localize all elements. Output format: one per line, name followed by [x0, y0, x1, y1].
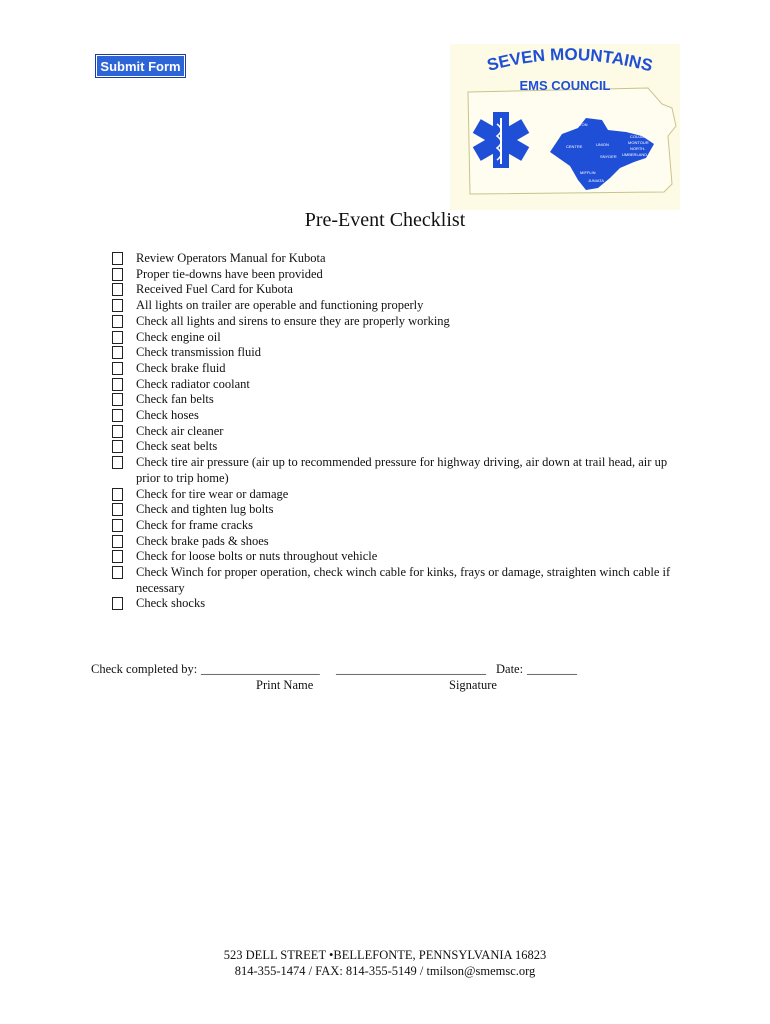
print-name-field[interactable]: ___________________ — [201, 662, 320, 676]
checklist-item-label: Check transmission fluid — [136, 345, 261, 360]
checklist-item-label: Check tire air pressure (air up to recommended pressure for highway driving, air down at trail head, air up prior to trip home) — [136, 455, 668, 485]
checkbox[interactable] — [112, 299, 123, 312]
checklist-item — [110, 298, 690, 314]
county-label: MIFFLIN — [580, 170, 596, 175]
date-field[interactable]: ________ — [527, 662, 577, 676]
checklist-item — [110, 424, 690, 440]
footer-address: 523 DELL STREET •BELLEFONTE, PENNSYLVANIA 16823 — [223, 948, 547, 962]
checklist-item — [110, 282, 690, 298]
logo-line2: EMS COUNCIL — [519, 78, 611, 93]
county-label: UMBERLAND — [622, 152, 648, 157]
checklist-item-label: Check Winch for proper operation, check winch cable for kinks, frays or damage, straighten winch cable if necessary — [136, 565, 671, 595]
checklist-item-label: Check and tighten lug bolts — [136, 502, 274, 517]
county-label: SNYDER — [600, 154, 617, 159]
checklist-item-label: Received Fuel Card for Kubota — [136, 282, 293, 297]
checkbox[interactable] — [112, 488, 123, 501]
checklist-item — [110, 392, 690, 408]
checklist-item-label: Check brake fluid — [136, 360, 226, 375]
checklist-item-label: All lights on trailer are operable and functioning properly — [136, 298, 424, 313]
checkbox[interactable] — [112, 283, 123, 296]
county-label: CLINTON — [570, 122, 588, 127]
seven-mountains-ems-logo — [450, 44, 680, 210]
checkbox[interactable] — [112, 409, 123, 422]
checkbox[interactable] — [112, 268, 123, 281]
checklist-item — [110, 487, 690, 503]
signature-field[interactable]: ________________________ — [336, 662, 486, 676]
checklist-item-label: Check for frame cracks — [136, 517, 253, 532]
checkbox[interactable] — [112, 346, 123, 359]
checkbox[interactable] — [112, 315, 123, 328]
checkbox[interactable] — [112, 456, 123, 469]
checklist-item-label: Check radiator coolant — [136, 376, 250, 391]
checkbox[interactable] — [112, 378, 123, 391]
checklist-item — [110, 439, 690, 455]
checkbox[interactable] — [112, 503, 123, 516]
checklist-item-label: Check all lights and sirens to ensure they are properly working — [136, 313, 450, 328]
checkbox[interactable] — [112, 550, 123, 563]
checklist-item — [110, 377, 690, 393]
county-label: JUNIATA — [588, 178, 605, 183]
checklist-item — [110, 361, 690, 377]
checklist-item-label: Check for loose bolts or nuts throughout vehicle — [136, 549, 378, 564]
checklist-item-label: Check for tire wear or damage — [136, 486, 289, 501]
checklist-item — [110, 596, 690, 612]
checkbox[interactable] — [112, 425, 123, 438]
checkbox[interactable] — [112, 597, 123, 610]
print-name-caption: Print Name — [256, 678, 314, 692]
checklist-item — [110, 345, 690, 361]
checklist-item-label: Proper tie-downs have been provided — [136, 266, 323, 281]
checklist-item-label: Check hoses — [136, 408, 199, 423]
page-title: Pre-Event Checklist — [304, 209, 466, 231]
checkbox[interactable] — [112, 519, 123, 532]
county-label: COLUMBIA — [630, 134, 651, 139]
checklist-item — [110, 565, 690, 596]
date-label: Date: — [496, 662, 524, 676]
checkbox[interactable] — [112, 393, 123, 406]
checklist-item-label: Check fan belts — [136, 392, 214, 407]
checkbox[interactable] — [112, 252, 123, 265]
checkbox[interactable] — [112, 331, 123, 344]
checklist-item — [110, 314, 690, 330]
county-label: UNION — [596, 142, 609, 147]
checkbox[interactable] — [112, 535, 123, 548]
completed-by-label: Check completed by: — [91, 662, 198, 676]
checklist-item-label: Check shocks — [136, 596, 206, 611]
submit-form-button[interactable]: Submit Form — [95, 54, 186, 78]
checklist-item-label: Check seat belts — [136, 439, 218, 454]
checklist-item — [110, 549, 690, 565]
signature-caption: Signature — [449, 678, 497, 692]
checklist-item-label: Check brake pads & shoes — [136, 533, 269, 548]
checklist-item — [110, 408, 690, 424]
checkbox[interactable] — [112, 440, 123, 453]
checklist — [110, 251, 690, 612]
checklist-item — [110, 455, 690, 486]
checklist-item-label: Review Operators Manual for Kubota — [136, 251, 326, 265]
checklist-item — [110, 502, 690, 518]
checklist-item — [110, 251, 690, 267]
checklist-item — [110, 267, 690, 283]
county-label: NORTH- — [630, 146, 646, 151]
checklist-item-label: Check air cleaner — [136, 423, 224, 438]
checklist-item — [110, 518, 690, 534]
checklist-item — [110, 534, 690, 550]
checkbox[interactable] — [112, 566, 123, 579]
county-label: CENTRE — [566, 144, 583, 149]
county-label: MONTOUR — [628, 140, 649, 145]
logo-line1: SEVEN MOUNTAINS — [485, 44, 655, 76]
footer-contact: 814-355-1474 / FAX: 814-355-5149 / tmilson@smemsc.org — [234, 964, 536, 978]
checkbox[interactable] — [112, 362, 123, 375]
checklist-item-label: Check engine oil — [136, 329, 221, 344]
checklist-item — [110, 330, 690, 346]
